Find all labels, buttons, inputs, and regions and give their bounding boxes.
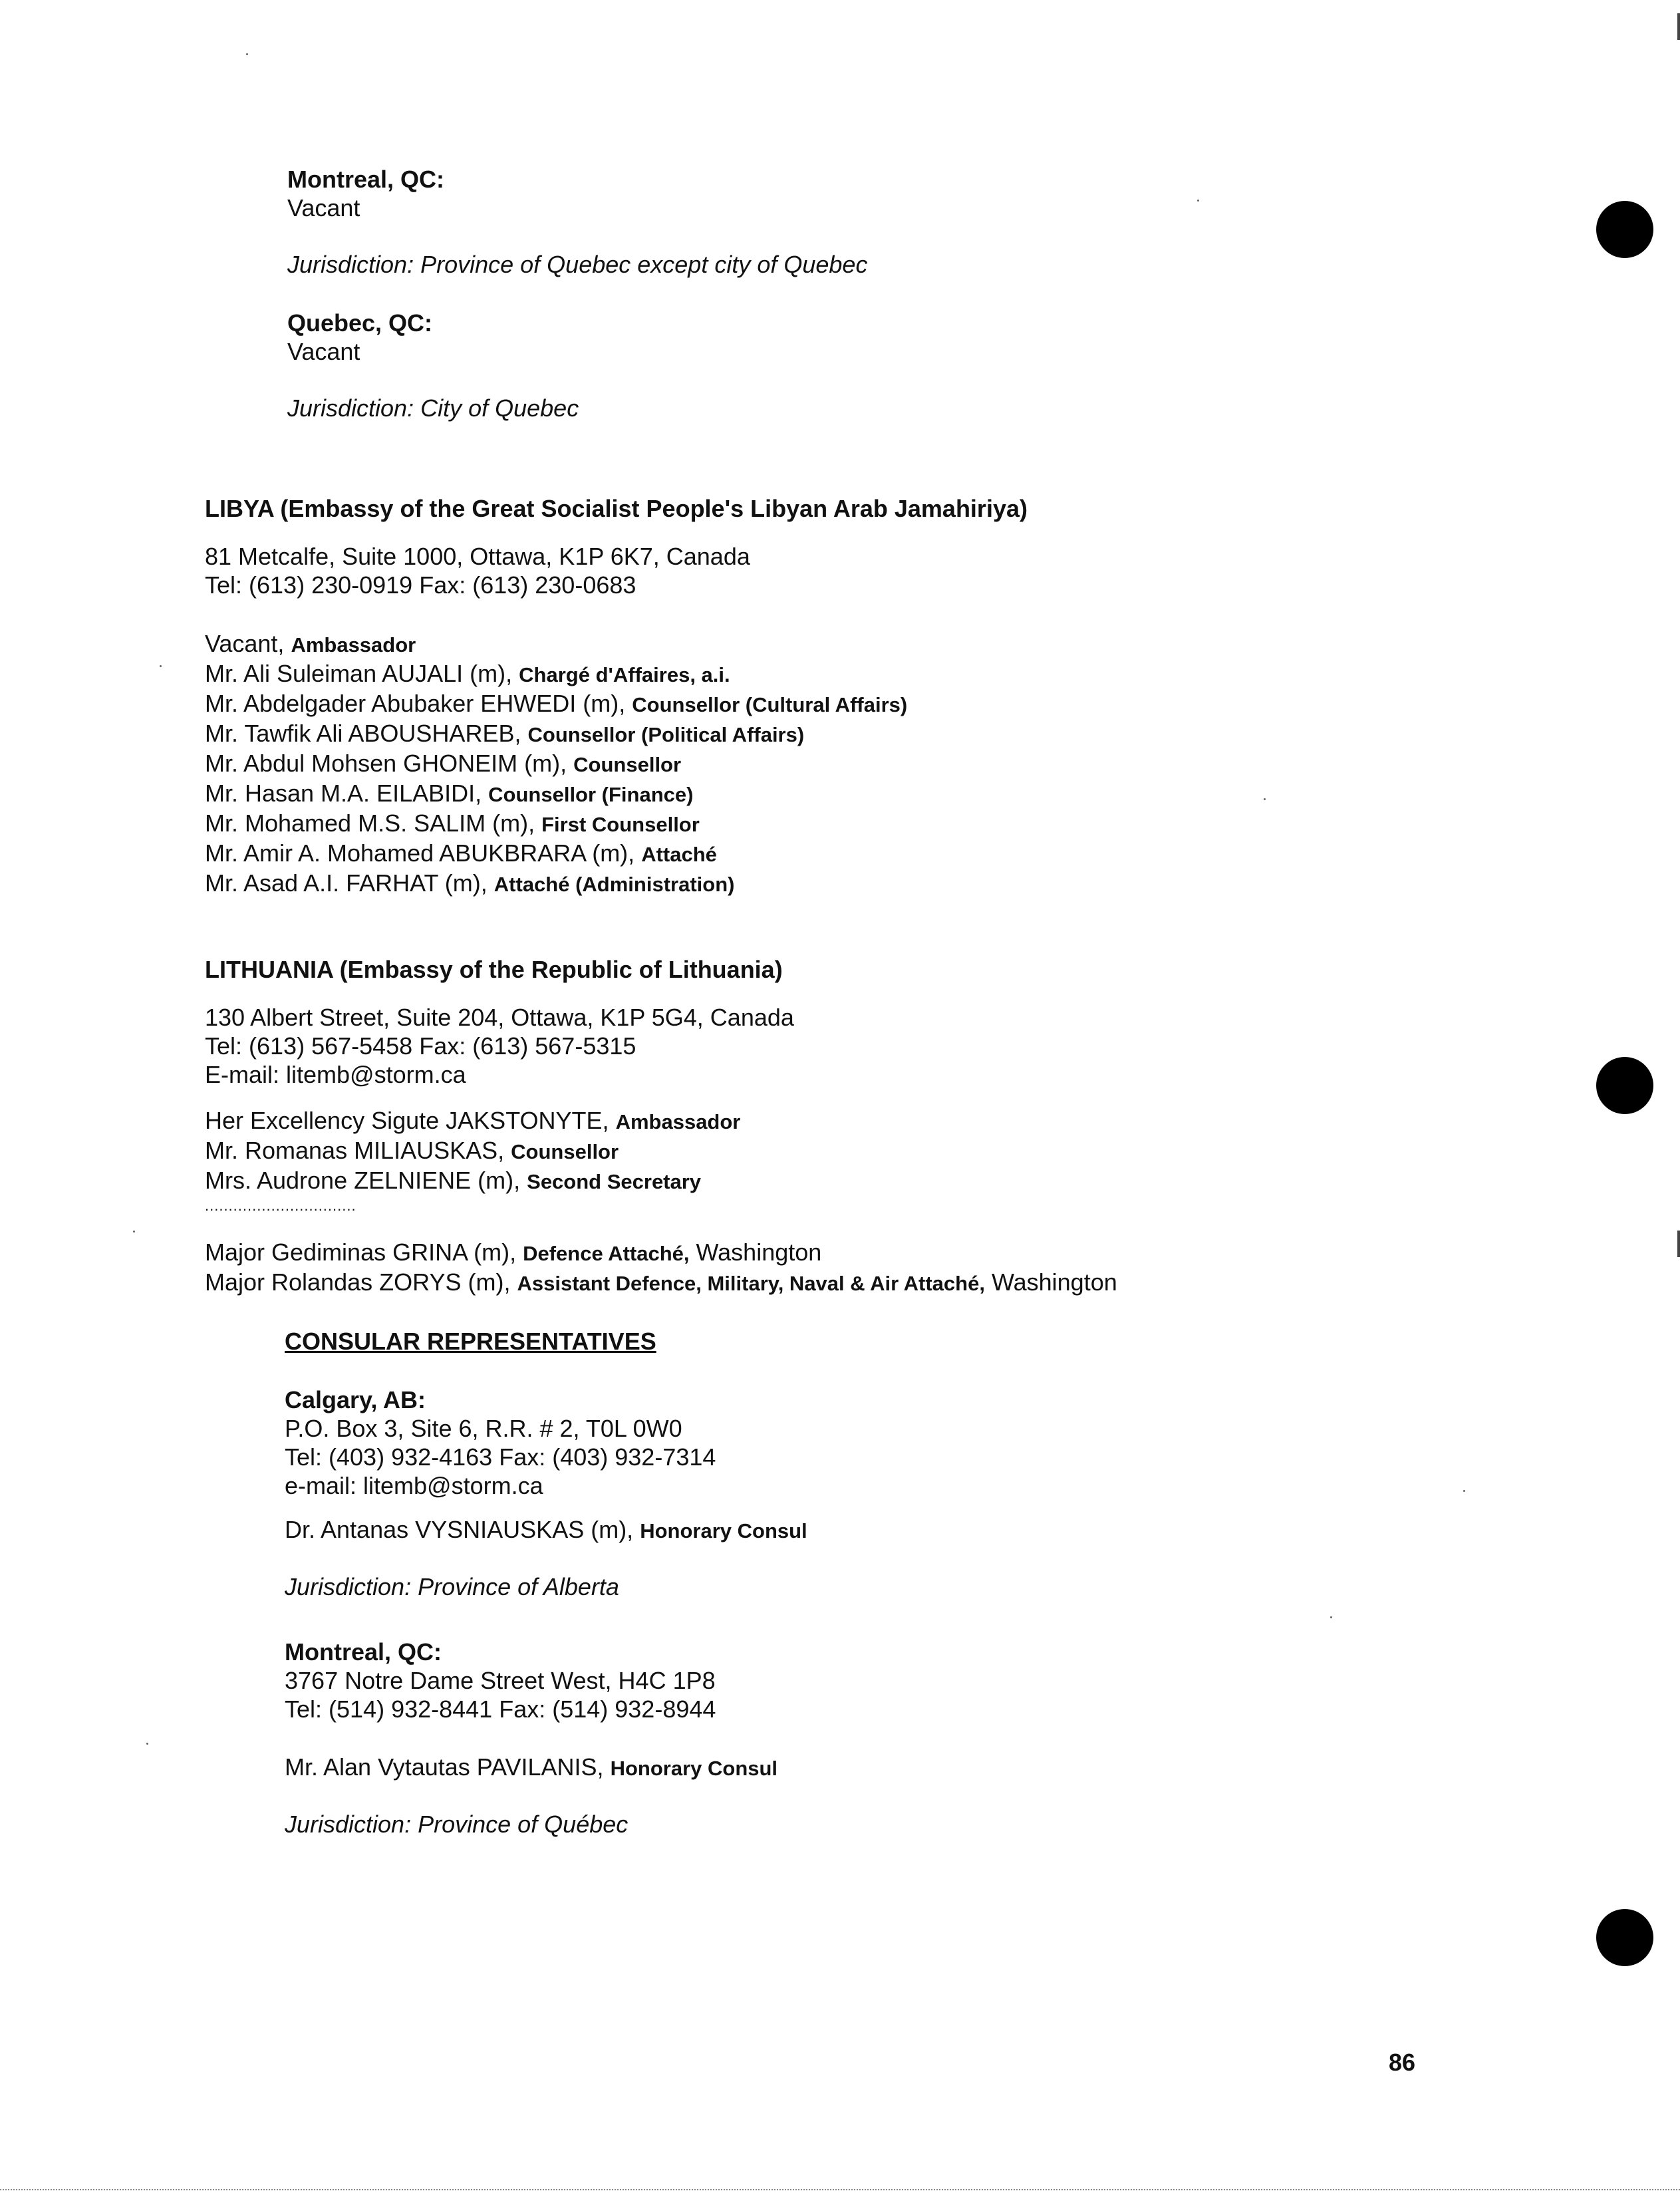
scan-speck bbox=[1197, 200, 1199, 202]
consular-email: e-mail: litemb@storm.ca bbox=[285, 1472, 543, 1499]
staff-row bbox=[205, 719, 907, 749]
consular-status: Vacant bbox=[287, 338, 360, 365]
staff-name: Mr. Romanas MILIAUSKAS, bbox=[205, 1137, 505, 1164]
scan-edge-mark bbox=[1677, 1231, 1680, 1257]
binder-hole-bottom bbox=[1596, 1909, 1653, 1966]
staff-row bbox=[205, 809, 907, 839]
staff-name: Mr. Hasan M.A. EILABIDI, bbox=[205, 780, 482, 807]
consular-city: Montreal, QC: bbox=[285, 1638, 442, 1666]
scan-speck bbox=[1463, 1490, 1465, 1492]
jurisdiction-note: Jurisdiction: Province of Quebec except city of Quebec bbox=[287, 251, 868, 278]
staff-role: Counsellor (Political Affairs) bbox=[527, 723, 805, 746]
jurisdiction-note: Jurisdiction: City of Quebec bbox=[287, 394, 579, 422]
scan-edge-mark bbox=[1677, 13, 1680, 40]
staff-role: Counsellor (Finance) bbox=[488, 783, 694, 806]
consul-row bbox=[285, 1515, 807, 1545]
consular-phone: Tel: (514) 932-8441 Fax: (514) 932-8944 bbox=[285, 1695, 716, 1723]
staff-role: Attaché bbox=[641, 843, 717, 866]
staff-row bbox=[205, 689, 907, 719]
staff-row bbox=[205, 1136, 740, 1166]
binder-hole-middle bbox=[1596, 1057, 1653, 1114]
staff-name: Major Rolandas ZORYS (m), bbox=[205, 1268, 511, 1296]
attache-row bbox=[205, 1238, 1117, 1268]
staff-name: Mr. Mohamed M.S. SALIM (m), bbox=[205, 809, 535, 837]
staff-name: Mrs. Audrone ZELNIENE (m), bbox=[205, 1167, 521, 1194]
scan-speck bbox=[160, 665, 162, 667]
staff-role: First Counsellor bbox=[541, 813, 700, 836]
staff-role: Attaché (Administration) bbox=[493, 873, 735, 896]
embassy-phone: Tel: (613) 230-0919 Fax: (613) 230-0683 bbox=[205, 571, 636, 599]
staff-name: Major Gediminas GRINA (m), bbox=[205, 1239, 517, 1266]
scan-bottom-edge bbox=[0, 2189, 1680, 2190]
staff-role: Honorary Consul bbox=[640, 1519, 807, 1542]
lithuania-attaches bbox=[205, 1238, 1117, 1298]
scan-speck bbox=[246, 53, 248, 55]
staff-name: Mr. Tawfik Ali ABOUSHAREB, bbox=[205, 720, 521, 747]
staff-location: Washington bbox=[991, 1268, 1117, 1296]
staff-row bbox=[205, 1166, 740, 1196]
consular-phone: Tel: (403) 932-4163 Fax: (403) 932-7314 bbox=[285, 1443, 716, 1471]
consular-status: Vacant bbox=[287, 194, 360, 221]
staff-role: Chargé d'Affaires, a.i. bbox=[519, 663, 730, 686]
staff-location: Washington bbox=[696, 1239, 822, 1266]
staff-name: Dr. Antanas VYSNIAUSKAS (m), bbox=[285, 1516, 634, 1543]
jurisdiction-note: Jurisdiction: Province of Québec bbox=[285, 1811, 629, 1838]
scan-speck bbox=[1264, 798, 1266, 800]
staff-row bbox=[205, 629, 907, 659]
staff-row bbox=[205, 779, 907, 809]
jurisdiction-note: Jurisdiction: Province of Alberta bbox=[285, 1573, 619, 1600]
lithuania-staff-list bbox=[205, 1106, 740, 1216]
staff-name: Mr. Ali Suleiman AUJALI (m), bbox=[205, 660, 513, 687]
staff-name: Mr. Alan Vytautas PAVILANIS, bbox=[285, 1753, 604, 1781]
staff-role: Counsellor bbox=[511, 1140, 619, 1163]
montreal-consulate bbox=[285, 1638, 777, 1838]
consul-row bbox=[285, 1753, 777, 1783]
embassy-phone: Tel: (613) 567-5458 Fax: (613) 567-5315 bbox=[205, 1032, 636, 1060]
staff-name: Her Excellency Sigute JAKSTONYTE, bbox=[205, 1107, 609, 1134]
embassy-address: 81 Metcalfe, Suite 1000, Ottawa, K1P 6K7, Canada bbox=[205, 543, 750, 570]
top-consular-block bbox=[287, 165, 867, 422]
embassy-address: 130 Albert Street, Suite 204, Ottawa, K1P 5G4, Canada bbox=[205, 1004, 794, 1031]
staff-role: Counsellor bbox=[573, 753, 682, 776]
attache-row bbox=[205, 1268, 1117, 1298]
staff-role: Counsellor (Cultural Affairs) bbox=[632, 693, 908, 716]
staff-row bbox=[205, 839, 907, 869]
staff-role: Ambassador bbox=[291, 633, 416, 657]
consular-city: Montreal, QC: bbox=[287, 166, 445, 193]
separator-dots: ................................ bbox=[205, 1197, 356, 1214]
scan-speck bbox=[133, 1231, 135, 1233]
staff-row bbox=[205, 749, 907, 779]
staff-name: Mr. Amir A. Mohamed ABUKBRARA (m), bbox=[205, 839, 635, 867]
consular-address: P.O. Box 3, Site 6, R.R. # 2, T0L 0W0 bbox=[285, 1415, 682, 1442]
staff-name: Mr. Asad A.I. FARHAT (m), bbox=[205, 869, 488, 897]
staff-row bbox=[205, 869, 907, 899]
staff-row bbox=[205, 1106, 740, 1136]
staff-role: Defence Attaché, bbox=[523, 1242, 690, 1265]
libya-staff-list bbox=[205, 629, 907, 899]
consular-city: Quebec, QC: bbox=[287, 309, 433, 337]
lithuania-contact bbox=[205, 1003, 794, 1089]
calgary-consulate bbox=[285, 1386, 807, 1601]
staff-name: Mr. Abdul Mohsen GHONEIM (m), bbox=[205, 750, 567, 777]
staff-role: Assistant Defence, Military, Naval & Air Attaché, bbox=[517, 1272, 985, 1295]
consular-address: 3767 Notre Dame Street West, H4C 1P8 bbox=[285, 1667, 716, 1694]
libya-contact bbox=[205, 542, 750, 599]
consular-city: Calgary, AB: bbox=[285, 1386, 426, 1413]
binder-hole-top bbox=[1596, 201, 1653, 258]
staff-role: Second Secretary bbox=[527, 1170, 702, 1193]
staff-name: Mr. Abdelgader Abubaker EHWEDI (m), bbox=[205, 690, 626, 717]
page-number: 86 bbox=[1389, 2049, 1416, 2076]
section-heading-libya: LIBYA (Embassy of the Great Socialist People's Libyan Arab Jamahiriya) bbox=[205, 495, 1028, 522]
staff-row bbox=[205, 659, 907, 689]
scan-speck bbox=[146, 1743, 148, 1745]
staff-role: Honorary Consul bbox=[610, 1757, 778, 1780]
scan-speck bbox=[1330, 1616, 1332, 1618]
section-heading-lithuania: LITHUANIA (Embassy of the Republic of Lithuania) bbox=[205, 956, 783, 983]
staff-name: Vacant, bbox=[205, 630, 285, 657]
consular-representatives-heading: CONSULAR REPRESENTATIVES bbox=[285, 1328, 656, 1355]
embassy-email: E-mail: litemb@storm.ca bbox=[205, 1061, 466, 1088]
staff-role: Ambassador bbox=[615, 1110, 741, 1133]
